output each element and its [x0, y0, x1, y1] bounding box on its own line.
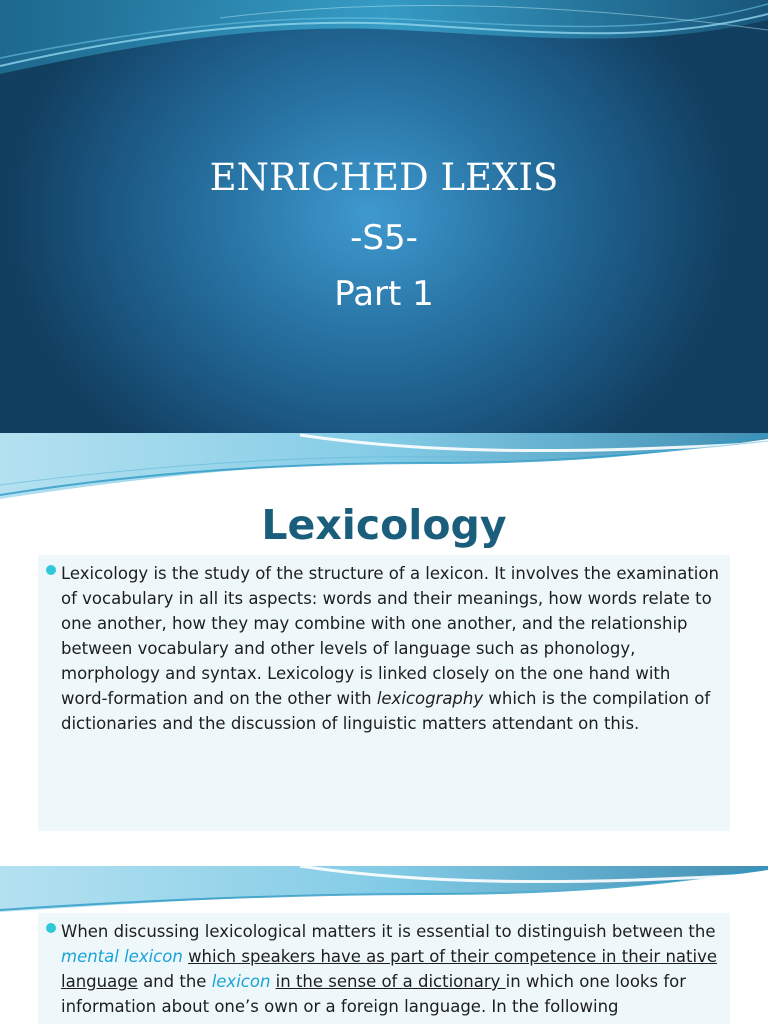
slide-title: Lexicology — [261, 501, 507, 549]
bullet-text: Lexicology is the study of the structure of a lexicon. It involves the examination of vocabulary in all its aspects: words and their meanings, how words relate to one another, how they may combine with one another, and the relationship between vocabulary and other levels of language such as phonology, morphology and syntax. Lexicology is linked closely on the one hand with word-formation and on the other with lexicography which is the compilation of dictionaries and the discussion of linguistic matters attendant on this. — [61, 564, 719, 733]
lexicology-slide — [0, 433, 768, 859]
presentation-subtitle: -S5- — [350, 218, 418, 258]
bullet-icon — [46, 923, 56, 933]
title-slide — [0, 0, 768, 433]
presentation-title: ENRICHED LEXIS — [209, 156, 559, 199]
mental-lexicon-slide — [0, 866, 768, 1024]
bullet-box — [38, 555, 730, 831]
bullet-icon — [46, 565, 56, 575]
bullet-box — [38, 913, 730, 1024]
wave-decoration — [0, 0, 768, 433]
bullet-text: When discussing lexicological matters it is essential to distinguish between the mental lexicon which speakers have as part of their competence in their native language and the lexicon in the sense of a dictionary in which one looks for information about one’s own or a foreign language. In the following — [61, 922, 717, 1016]
presentation-part: Part 1 — [334, 274, 434, 314]
